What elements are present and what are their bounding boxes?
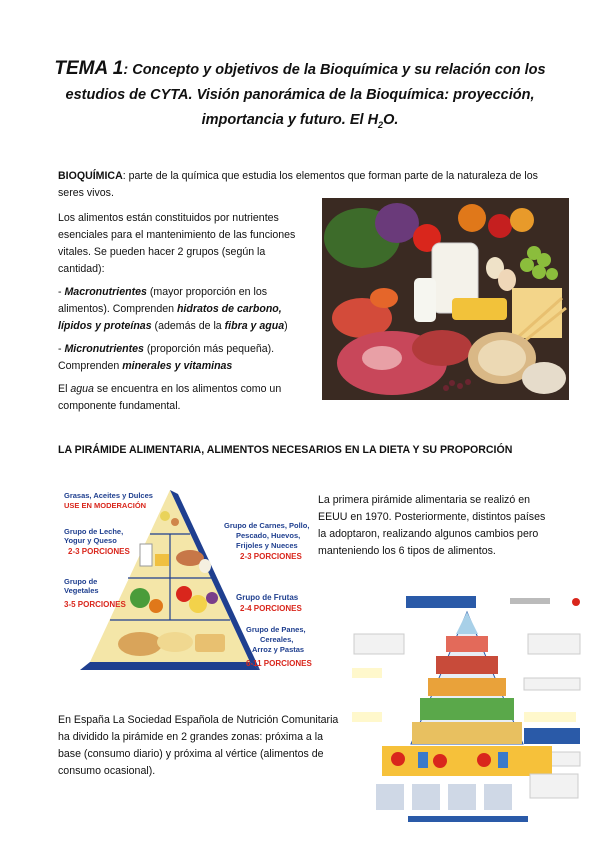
bioquimica-definition: : parte de la química que estudia los elementos que forman parte de la naturaleza de los seres vivos. — [58, 170, 538, 199]
title-line3b: O. — [383, 112, 399, 128]
pyr1-t3r-b: 2-4 PORCIONES — [240, 604, 302, 613]
macro-text-a: (mayor proporción en los alimentos). Comprenden — [58, 286, 268, 315]
title-line3a: importancia y futuro. El H — [201, 112, 379, 128]
title-sub: 2 — [378, 119, 384, 130]
macro-items: hidratos de carbono, lípidos y proteínas — [58, 303, 282, 332]
pyramid-history-text: La primera pirámide alimentaria se realizó en EEUU en 1970. Posteriormente, distintos países la adoptaron, realizando algunos cambios pero manteniendo los 6 tipos de alimentos. — [318, 494, 546, 557]
agua-term: agua — [70, 383, 94, 395]
pyr1-tier1-a: Grasas, Aceites y Dulces — [64, 491, 153, 500]
spain-pyramid-text: En España La Sociedad Española de Nutrición Comunitaria ha dividido la pirámide en 2 grandes zonas: próxima a la base (consumo diario) y próxima al vértice (alimentos de consumo ocasional). — [58, 714, 339, 777]
pyr1-t4-b: Cereales, — [260, 635, 294, 644]
micro-paragraph: - Micronutrientes (proporción más pequeña). Comprenden minerales y vitaminas — [58, 343, 275, 372]
pyr1-t4-a: Grupo de Panes, — [246, 625, 306, 634]
food-pyramid-illustration — [60, 486, 314, 682]
pyr1-t2r-d: 2-3 PORCIONES — [240, 552, 302, 561]
agua-text-a: El — [58, 383, 71, 395]
pyr1-t2r-a: Grupo de Carnes, Pollo, — [224, 521, 310, 530]
pyr1-t2r-b: Pescado, Huevos, — [236, 531, 301, 540]
pyr1-t4-d: 6-11 PORCIONES — [246, 659, 312, 668]
senc-pyramid-illustration — [348, 594, 586, 826]
food-photo — [322, 198, 569, 400]
macro-paragraph: - Macronutrientes (mayor proporción en los alimentos). Comprenden hidratos de carbono, lípidos y proteínas (además de la fibra y agua) — [58, 286, 288, 332]
nutrients-column — [58, 210, 298, 421]
macro-extra: fibra y agua — [224, 320, 285, 332]
agua-text-b: se encuentra en los alimentos como un componente fundamental. — [58, 383, 282, 412]
pyr1-t4-c: Arroz y Pastas — [252, 645, 305, 654]
pyr1-t2l-c: 2-3 PORCIONES — [68, 547, 130, 556]
pyr1-t3l-b: Vegetales — [64, 586, 99, 595]
micro-items: minerales y vitaminas — [122, 360, 233, 372]
title-line1: : Concepto y objetivos de la Bioquímica y su relación con los — [123, 62, 546, 78]
micro-text-a: (proporción más pequeña). Comprenden — [58, 343, 275, 372]
nutrients-intro: Los alimentos están constituidos por nutrientes esenciales para el mantenimiento de las funciones vitales. Se pueden hacer 2 grupos (según la cantidad): — [58, 212, 296, 275]
macro-text-b: (además de la — [151, 320, 225, 332]
pyr1-tier1-b: USE EN MODERACIÓN — [64, 501, 147, 510]
page-title — [40, 56, 560, 138]
pyr1-t2l-b: Yogur y Queso — [64, 536, 117, 545]
pyr1-t2r-c: Frijoles y Nueces — [236, 541, 298, 550]
title-tema: TEMA 1 — [54, 58, 124, 79]
bioquimica-term: BIOQUÍMICA — [58, 170, 123, 182]
micro-term: Micronutrientes — [64, 343, 144, 355]
agua-paragraph — [58, 381, 298, 415]
macro-term: Macronutrientes — [64, 286, 147, 298]
pyr1-t3r-a: Grupo de Frutas — [236, 593, 299, 602]
pyr1-t3l-a: Grupo de — [64, 577, 98, 586]
section-heading: LA PIRÁMIDE ALIMENTARIA, ALIMENTOS NECESARIOS EN LA DIETA Y SU PROPORCIÓN — [58, 444, 513, 456]
title-line2: estudios de CYTA. Visión panorámica de la Bioquímica: proyección, — [65, 87, 535, 103]
pyr1-t3l-c: 3-5 PORCIONES — [64, 600, 126, 609]
macro-text-c: ) — [284, 320, 288, 332]
intro-paragraph — [58, 168, 548, 202]
pyr1-t2l-a: Grupo de Leche, — [64, 527, 124, 536]
